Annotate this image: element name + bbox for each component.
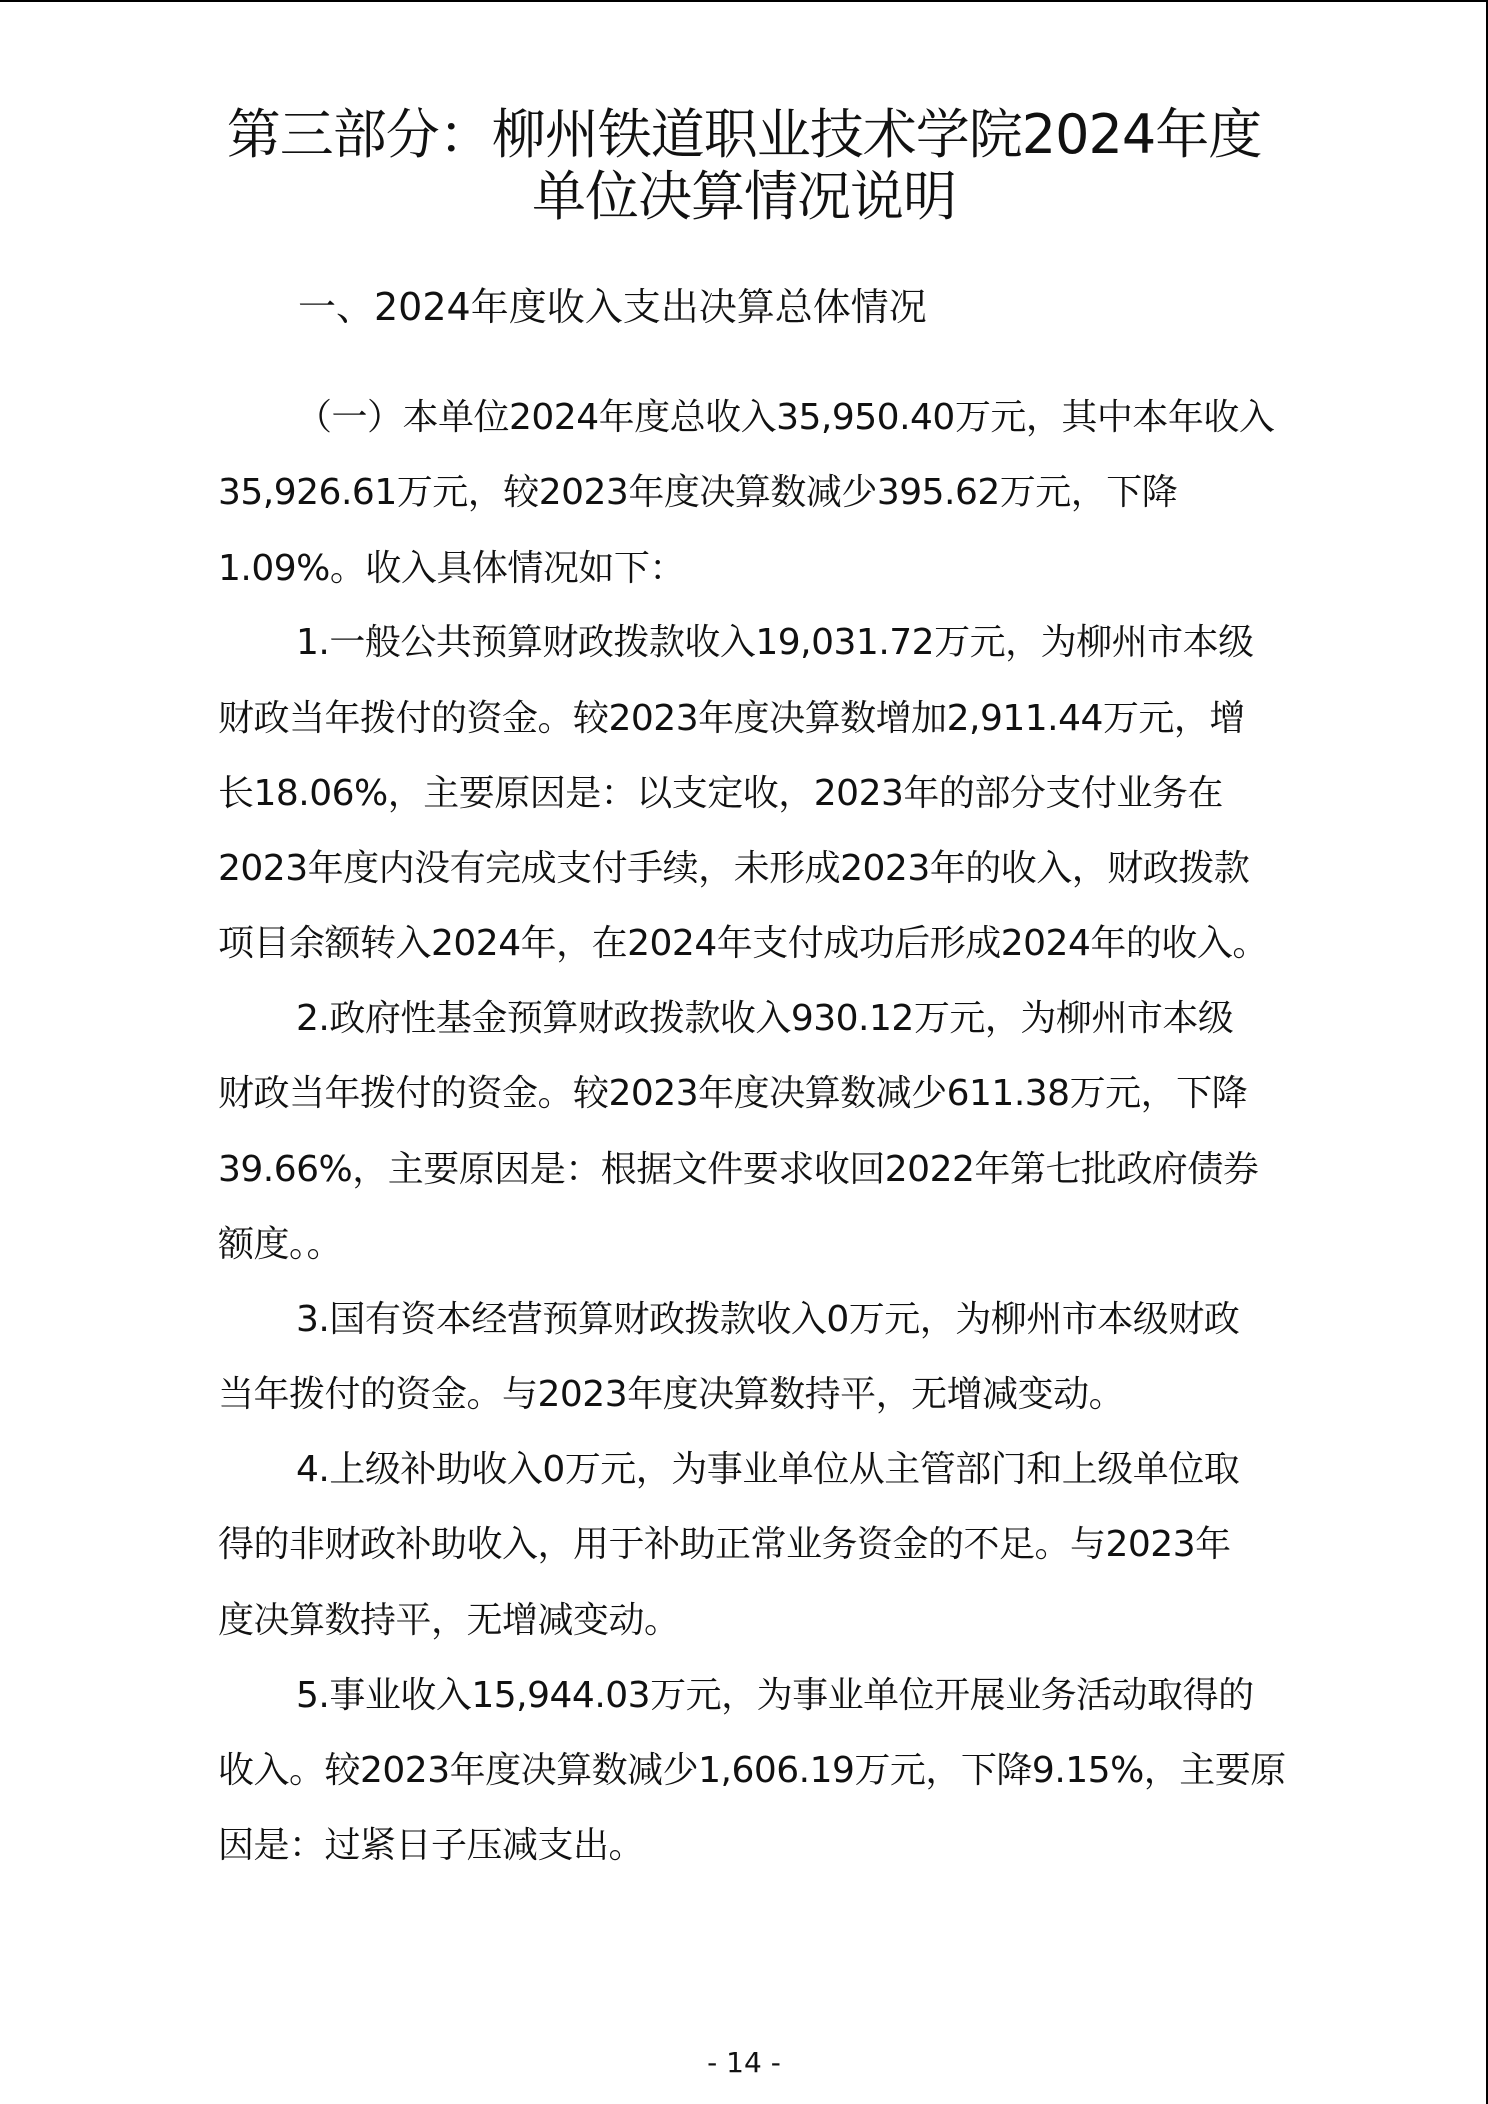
page-number: - 14 - <box>707 2046 781 2079</box>
paragraph-line: 5.事业收入15,944.03万元，为事业单位开展业务活动取得的 <box>296 1675 1254 1716</box>
paragraph-line: 2023年度内没有完成支付手续，未形成2023年的收入，财政拨款 <box>218 848 1250 889</box>
paragraph-line: 39.66%，主要原因是：根据文件要求收回2022年第七批政府债券 <box>218 1149 1259 1190</box>
paragraph-line: 得的非财政补助收入，用于补助正常业务资金的不足。与2023年 <box>218 1524 1231 1565</box>
paragraph-line: 收入。较2023年度决算数减少1,606.19万元，下降9.15%，主要原 <box>218 1750 1286 1791</box>
paragraph-line: 度决算数持平，无增减变动。 <box>218 1600 680 1641</box>
paragraph-line: 3.国有资本经营预算财政拨款收入0万元，为柳州市本级财政 <box>296 1299 1240 1340</box>
paragraph-line: 长18.06%，主要原因是：以支定收，2023年的部分支付业务在 <box>218 773 1223 814</box>
paragraph-line: （一）本单位2024年度总收入35,950.40万元，其中本年收入 <box>296 397 1275 438</box>
page-border-top <box>0 0 1488 2</box>
paragraph-line: 因是：过紧日子压减支出。 <box>218 1825 645 1866</box>
title-line-2: 单位决算情况说明 <box>532 165 956 228</box>
paragraph-line: 4.上级补助收入0万元，为事业单位从主管部门和上级单位取 <box>296 1449 1240 1490</box>
paragraph-line: 当年拨付的资金。与2023年度决算数持平，无增减变动。 <box>218 1374 1125 1415</box>
paragraph-line: 35,926.61万元，较2023年度决算数减少395.62万元，下降 <box>218 472 1178 513</box>
paragraph-line: 财政当年拨付的资金。较2023年度决算数减少611.38万元，下降 <box>218 1073 1248 1114</box>
section-heading: 一、2024年度收入支出决算总体情况 <box>298 285 927 329</box>
paragraph-line: 1.一般公共预算财政拨款收入19,031.72万元，为柳州市本级 <box>296 622 1254 663</box>
paragraph-line: 财政当年拨付的资金。较2023年度决算数增加2,911.44万元，增 <box>218 698 1245 739</box>
page-title <box>150 104 1338 228</box>
title-line-1: 第三部分：柳州铁道职业技术学院2024年度 <box>226 103 1262 166</box>
paragraph-line: 项目余额转入2024年，在2024年支付成功后形成2024年的收入。 <box>218 923 1268 964</box>
paragraph-line: 1.09%。收入具体情况如下： <box>218 548 685 589</box>
paragraph-line: 额度。。 <box>218 1224 343 1265</box>
paragraph-line: 2.政府性基金预算财政拨款收入930.12万元，为柳州市本级 <box>296 998 1234 1039</box>
